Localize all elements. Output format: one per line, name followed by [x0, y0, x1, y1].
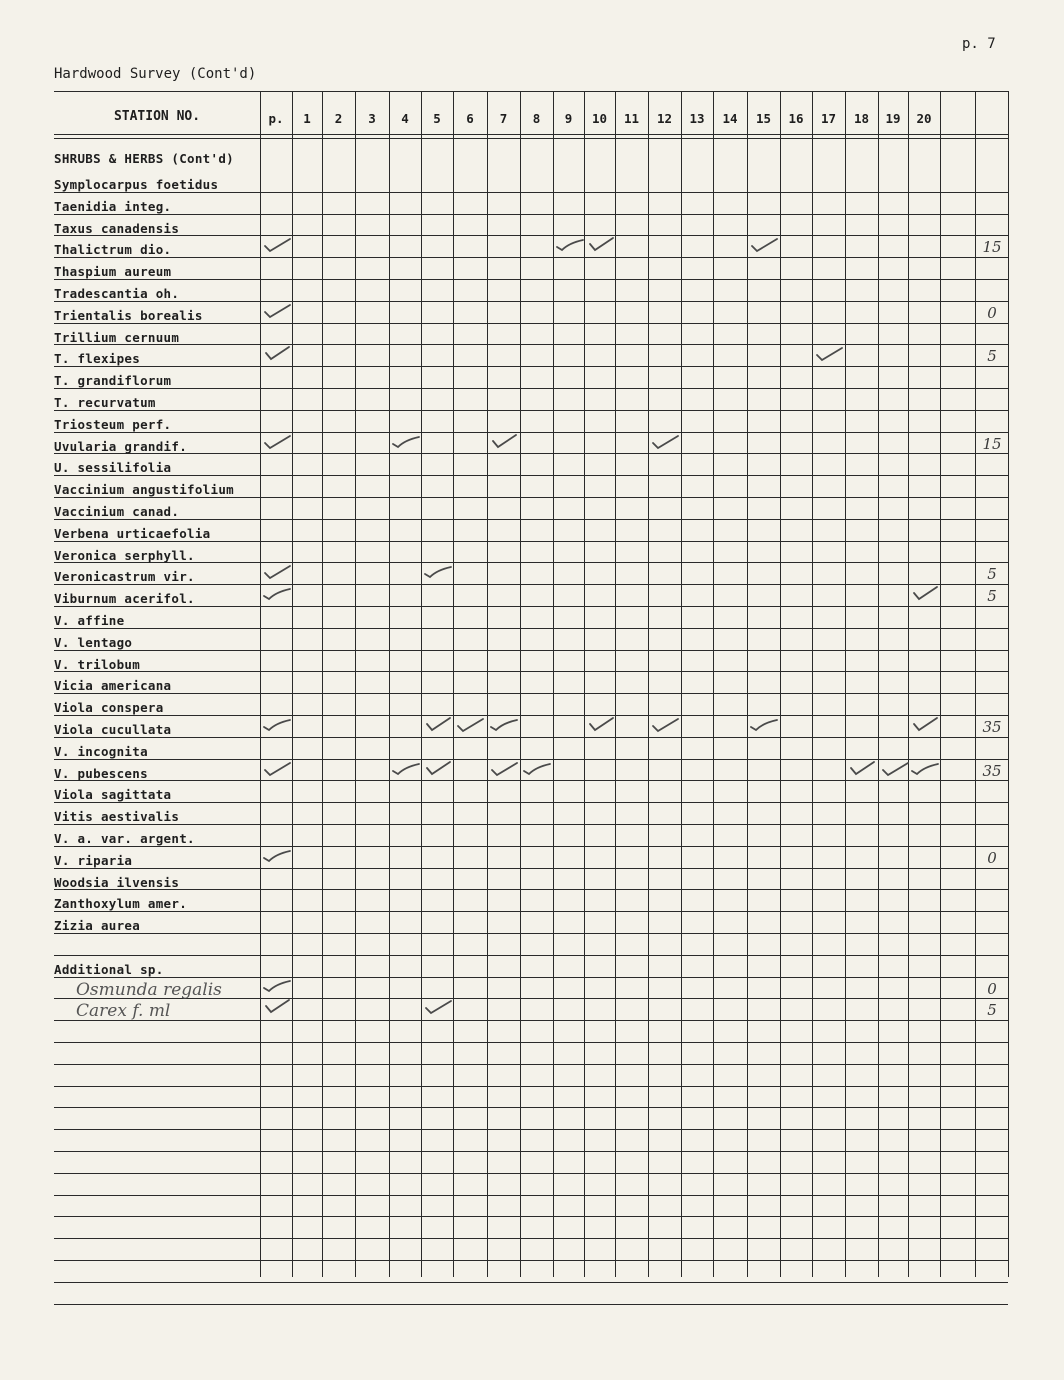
species-name: Viburnum acerifol.	[54, 591, 195, 607]
row-rule	[54, 279, 1008, 280]
station-column-header: 1	[303, 111, 311, 126]
row-rule	[54, 737, 1008, 738]
station-column-header: 5	[433, 111, 441, 126]
row-rule	[54, 889, 1008, 890]
check-mark-icon	[262, 997, 292, 1017]
species-name: Uvularia grandif.	[54, 438, 188, 454]
row-total: 5	[987, 587, 997, 606]
row-rule	[54, 606, 1008, 607]
station-column-header: 15	[755, 111, 772, 126]
species-name: Veronicastrum vir.	[54, 569, 195, 585]
column-line	[747, 91, 748, 1277]
row-total: 0	[987, 303, 997, 322]
check-mark-icon	[650, 715, 680, 735]
species-name: V. a. var. argent.	[54, 831, 195, 846]
row-rule	[54, 1216, 1008, 1217]
row-rule	[54, 780, 1008, 781]
station-column-header: 18	[853, 111, 870, 126]
check-mark-icon	[262, 584, 292, 604]
check-mark-icon	[423, 759, 453, 779]
station-column-header: 19	[885, 111, 901, 126]
station-column-header: 3	[368, 111, 376, 126]
row-rule	[54, 432, 1008, 433]
row-rule	[54, 671, 1008, 672]
species-name: Taxus canadensis	[54, 220, 180, 236]
species-name: Taenidia integ.	[54, 198, 172, 214]
check-mark-icon	[262, 715, 292, 735]
column-line	[520, 91, 521, 1277]
column-line	[713, 91, 714, 1277]
species-name: Symplocarpus foetidus	[54, 177, 219, 192]
check-mark-icon	[391, 759, 421, 779]
species-name: Thalictrum dio.	[54, 242, 172, 258]
handwritten-species-name: Osmunda regalis	[76, 979, 222, 1000]
column-line	[648, 91, 649, 1277]
station-column-header: 12	[656, 111, 673, 126]
species-name: Vaccinium canad.	[54, 504, 180, 519]
check-mark-icon	[522, 759, 552, 779]
row-rule	[54, 1195, 1008, 1196]
check-mark-icon	[910, 584, 940, 604]
check-mark-icon	[455, 715, 485, 735]
check-mark-icon	[423, 562, 453, 582]
row-rule	[54, 366, 1008, 367]
row-rule	[54, 846, 1008, 847]
species-name: V. riparia	[54, 852, 133, 868]
species-name: Trientalis borealis	[54, 307, 203, 323]
row-rule	[54, 257, 1008, 258]
check-mark-icon	[262, 344, 292, 364]
column-line	[453, 91, 454, 1277]
check-mark-icon	[814, 344, 844, 364]
row-rule	[54, 475, 1008, 476]
check-mark-icon	[423, 715, 453, 735]
station-column-header: 11	[623, 111, 640, 126]
row-rule	[54, 1086, 1008, 1087]
column-line	[487, 91, 488, 1277]
row-rule	[54, 344, 1008, 345]
row-rule	[54, 824, 1008, 825]
row-total: 15	[982, 434, 1002, 453]
species-name: V. affine	[54, 613, 125, 628]
species-name: Thaspium aureum	[54, 264, 172, 280]
check-mark-icon	[262, 846, 292, 866]
row-rule	[54, 1282, 1008, 1283]
row-rule	[54, 933, 1008, 934]
page-title: Hardwood Survey (Cont'd)	[54, 66, 257, 82]
species-name: Triosteum perf.	[54, 416, 172, 432]
column-line	[260, 91, 261, 1277]
column-line	[780, 91, 781, 1277]
row-rule	[54, 453, 1008, 454]
station-column-header: 8	[532, 111, 541, 126]
additional-heading: Additional sp.	[54, 961, 164, 977]
column-line	[389, 91, 390, 1277]
species-name: U. sessilifolia	[54, 460, 172, 476]
row-rule	[54, 759, 1008, 760]
station-column-header: p.	[268, 111, 284, 126]
row-rule	[54, 235, 1008, 236]
header-bottom-rule	[54, 134, 1008, 135]
section-heading: SHRUBS & HERBS (Cont'd)	[54, 151, 234, 166]
row-rule	[54, 977, 1008, 978]
species-name: V. lentago	[54, 634, 133, 650]
station-no-label: STATION NO.	[113, 109, 201, 124]
species-name: Trillium cernuum	[54, 329, 180, 345]
check-mark-icon	[262, 759, 292, 779]
species-name: Viola conspera	[54, 700, 164, 716]
species-name: Viola cucullata	[54, 722, 172, 737]
column-line	[615, 91, 616, 1277]
page-number: p. 7	[962, 36, 996, 52]
station-column-header: 2	[334, 111, 343, 126]
species-name: Vaccinium angustifolium	[54, 482, 234, 498]
species-name: T. flexipes	[54, 351, 141, 367]
check-mark-icon	[586, 235, 616, 255]
check-mark-icon	[650, 432, 680, 452]
species-name: V. incognita	[54, 743, 148, 759]
check-mark-icon	[489, 715, 519, 735]
station-column-header: 16	[788, 111, 804, 126]
row-rule	[54, 650, 1008, 651]
row-rule	[54, 388, 1008, 389]
row-rule	[54, 715, 1008, 716]
row-total: 15	[982, 238, 1002, 257]
check-mark-icon	[489, 432, 519, 452]
column-line	[421, 91, 422, 1277]
column-line	[812, 91, 813, 1277]
check-mark-icon	[423, 997, 453, 1017]
species-name: T. grandiflorum	[54, 373, 172, 389]
species-name: Verbena urticaefolia	[54, 525, 211, 541]
row-rule	[54, 802, 1008, 803]
column-line	[322, 91, 323, 1277]
column-line	[355, 91, 356, 1277]
row-rule	[54, 693, 1008, 694]
row-rule	[54, 628, 1008, 629]
row-total: 35	[982, 718, 1002, 736]
column-line	[681, 91, 682, 1277]
row-total: 35	[982, 761, 1002, 780]
station-column-header: 7	[499, 111, 508, 126]
species-name: Veronica serphyll.	[54, 547, 195, 563]
row-rule	[54, 1107, 1008, 1108]
species-name: V. pubescens	[54, 765, 148, 781]
row-rule	[54, 1064, 1008, 1065]
row-rule	[54, 519, 1008, 520]
row-rule	[54, 955, 1008, 956]
column-line	[1008, 91, 1009, 1277]
row-rule	[54, 301, 1008, 302]
station-column-header: 13	[689, 111, 705, 126]
station-column-header: 6	[466, 111, 474, 126]
species-name: Viola sagittata	[54, 787, 172, 803]
check-mark-icon	[749, 235, 779, 255]
check-mark-icon	[749, 715, 779, 735]
column-line	[845, 91, 846, 1277]
check-mark-icon	[847, 759, 877, 779]
check-mark-icon	[880, 759, 910, 779]
station-column-header: 14	[722, 111, 738, 126]
row-total: 0	[987, 979, 997, 998]
station-column-header: 9	[564, 111, 573, 126]
species-name: Zizia aurea	[54, 918, 141, 934]
row-rule	[54, 562, 1008, 563]
row-total: 5	[987, 565, 997, 584]
species-name: Woodsia ilvensis	[54, 874, 180, 890]
check-mark-icon	[910, 759, 940, 779]
handwritten-species-name: Carex f. ml	[76, 1001, 171, 1022]
row-total: 5	[987, 347, 997, 366]
column-line	[940, 91, 941, 1277]
species-name: Tradescantia oh.	[54, 286, 180, 301]
row-rule	[54, 410, 1008, 411]
check-mark-icon	[910, 715, 940, 735]
check-mark-icon	[262, 235, 292, 255]
species-name: Zanthoxylum amer.	[54, 896, 188, 912]
row-rule	[54, 1260, 1008, 1261]
species-name: T. recurvatum	[54, 395, 156, 410]
row-total: 0	[987, 848, 997, 867]
header-bottom-rule-2	[54, 138, 1008, 139]
column-line	[878, 91, 879, 1277]
species-name: Vicia americana	[54, 678, 172, 694]
species-name: V. trilobum	[54, 656, 141, 672]
column-line	[553, 91, 554, 1277]
column-line	[975, 91, 976, 1277]
column-line	[292, 91, 293, 1277]
station-column-header: 17	[820, 111, 837, 126]
row-rule	[54, 1020, 1008, 1021]
species-name: Vitis aestivalis	[54, 809, 180, 825]
row-rule	[54, 1151, 1008, 1152]
column-line	[584, 91, 585, 1277]
row-rule	[54, 1304, 1008, 1305]
row-rule	[54, 584, 1008, 585]
station-column-header: 20	[916, 111, 932, 126]
header-top-rule	[54, 91, 1008, 92]
row-rule	[54, 868, 1008, 869]
check-mark-icon	[262, 432, 292, 452]
check-mark-icon	[262, 301, 292, 321]
check-mark-icon	[489, 759, 519, 779]
row-rule	[54, 1129, 1008, 1130]
row-rule	[54, 1173, 1008, 1174]
row-rule	[54, 1042, 1008, 1043]
station-column-header: 4	[401, 111, 409, 126]
check-mark-icon	[586, 715, 616, 735]
check-mark-icon	[262, 562, 292, 582]
station-column-header: 10	[591, 111, 608, 126]
row-rule	[54, 911, 1008, 912]
row-total: 5	[987, 1001, 997, 1020]
check-mark-icon	[555, 235, 585, 255]
column-line	[908, 91, 909, 1277]
row-rule	[54, 1238, 1008, 1239]
check-mark-icon	[262, 976, 292, 996]
row-rule	[54, 214, 1008, 215]
check-mark-icon	[391, 432, 421, 452]
